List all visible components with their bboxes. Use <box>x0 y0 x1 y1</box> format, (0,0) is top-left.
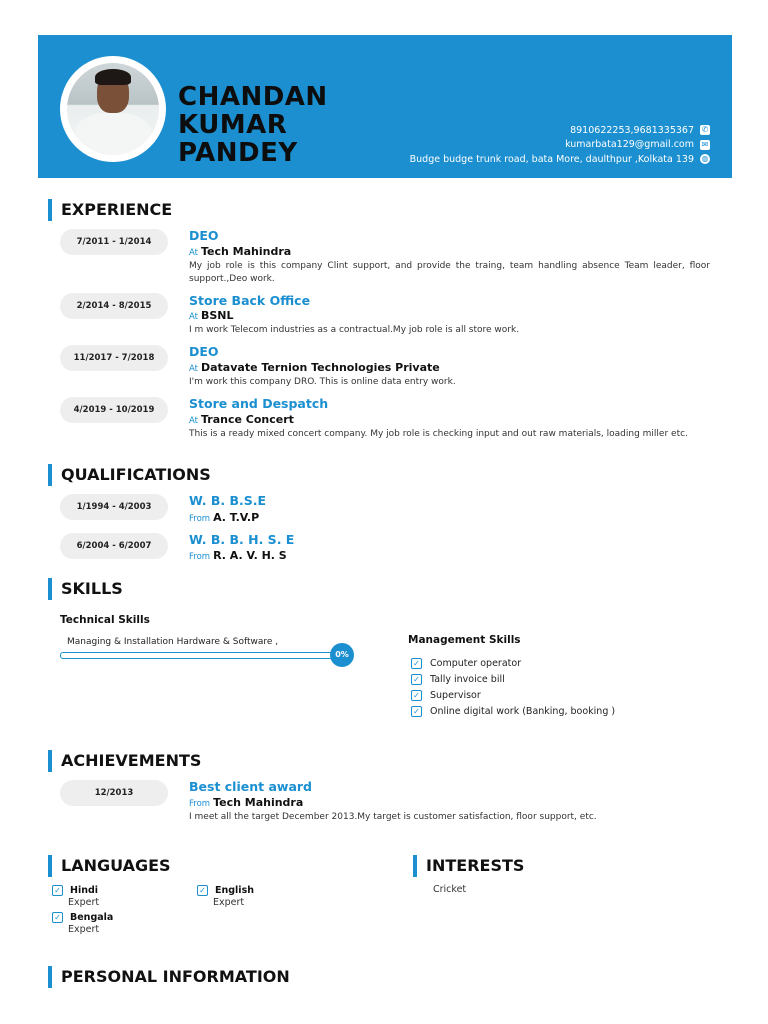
experience-date-4: 4/2019 - 10/2019 <box>60 397 168 423</box>
qualification-prefix-1: From <box>189 514 211 524</box>
list-item <box>411 655 615 671</box>
check-icon: ✓ <box>411 658 422 669</box>
check-icon: ✓ <box>52 885 63 896</box>
name-line-2: KUMAR <box>178 110 288 140</box>
languages-heading: LANGUAGES <box>48 855 171 877</box>
phone-text: 8910622253,9681335367 <box>570 124 694 136</box>
experience-org-2 <box>189 309 234 322</box>
experience-prefix-3: At <box>189 364 198 374</box>
interests-heading: INTERESTS <box>413 855 524 877</box>
language-level-2: Expert <box>213 897 245 908</box>
qualification-board-2: W. B. B. H. S. E <box>189 532 295 547</box>
achievement-date-1: 12/2013 <box>60 780 168 806</box>
experience-org-name-4: Trance Concert <box>201 413 294 426</box>
list-item <box>411 703 615 719</box>
qualification-date-2: 6/2004 - 6/2007 <box>60 533 168 559</box>
qualification-school-name-1: A. T.V.P <box>213 511 260 524</box>
phone-row <box>410 123 710 138</box>
achievement-prefix-1: From <box>189 799 211 809</box>
experience-prefix-1: At <box>189 248 198 258</box>
profile-photo <box>67 63 159 155</box>
language-item-1 <box>52 885 99 908</box>
language-item-2 <box>197 885 254 908</box>
experience-org-name-2: BSNL <box>201 309 234 322</box>
experience-org-name-1: Tech Mahindra <box>201 245 292 258</box>
qualification-school-2 <box>189 549 287 562</box>
mail-icon: ✉ <box>701 139 709 149</box>
experience-org-name-3: Datavate Ternion Technologies Private <box>201 361 440 374</box>
technical-skills-title: Technical Skills <box>60 614 150 626</box>
experience-desc-4: This is a ready mixed concert company. My job role is checking input and out raw materials, loading miller etc. <box>189 429 688 439</box>
management-skill-3: Supervisor <box>430 689 481 701</box>
experience-date-1: 7/2011 - 1/2014 <box>60 229 168 255</box>
phone-icon: ✆ <box>701 125 709 135</box>
contact-info <box>410 123 710 167</box>
address-row <box>410 152 710 167</box>
achievement-award-1: Best client award <box>189 779 312 794</box>
skills-heading: SKILLS <box>48 578 123 600</box>
language-name-1: Hindi <box>70 885 99 896</box>
email-text[interactable]: kumarbata129@gmail.com <box>565 139 694 151</box>
management-skills-title: Management Skills <box>408 634 521 646</box>
experience-heading: EXPERIENCE <box>48 199 172 221</box>
list-item <box>411 671 615 687</box>
language-name-2: English <box>215 885 254 896</box>
management-skill-2: Tally invoice bill <box>430 673 505 685</box>
experience-org-3 <box>189 361 440 374</box>
experience-role-2: Store Back Office <box>189 293 311 308</box>
name-line-3: PANDEY <box>178 138 298 168</box>
qualification-date-1: 1/1994 - 4/2003 <box>60 494 168 520</box>
management-skills-list <box>411 655 615 719</box>
qualification-prefix-2: From <box>189 552 211 562</box>
interest-item-1: Cricket <box>433 884 467 895</box>
address-text: Budge budge trunk road, bata More, daulthpur ,Kolkata 139 <box>409 153 694 165</box>
experience-role-1: DEO <box>189 228 219 243</box>
check-icon: ✓ <box>411 690 422 701</box>
experience-role-3: DEO <box>189 344 219 359</box>
management-skill-4: Online digital work (Banking, booking ) <box>430 705 616 717</box>
experience-desc-2: I m work Telecom industries as a contractual.My job role is all store work. <box>189 325 520 335</box>
experience-org-4 <box>189 413 294 426</box>
globe-icon: ◍ <box>701 154 709 164</box>
qualification-school-1 <box>189 511 259 524</box>
experience-prefix-4: At <box>189 416 198 426</box>
experience-org-1 <box>189 245 291 258</box>
qualification-board-1: W. B. B.S.E <box>189 493 267 508</box>
check-icon: ✓ <box>411 706 422 717</box>
profile-photo-frame <box>60 56 166 162</box>
achievement-desc-1: I meet all the target December 2013.My target is customer satisfaction, floor support, etc. <box>189 812 597 822</box>
technical-skill-percent: 0% <box>330 643 354 667</box>
technical-skill-label: Managing & Installation Hardware & Software , <box>67 637 279 647</box>
experience-desc-1: My job role is this company Clint support, and provide the traing, team handling absence Team leader, floor support.,Deo work. <box>189 261 710 284</box>
experience-prefix-2: At <box>189 312 198 322</box>
resume-header <box>38 35 732 178</box>
check-icon: ✓ <box>411 674 422 685</box>
achievement-org-name-1: Tech Mahindra <box>213 796 304 809</box>
management-skill-1: Computer operator <box>430 657 522 669</box>
technical-skill-bar <box>60 652 338 659</box>
check-icon: ✓ <box>52 912 63 923</box>
qualifications-heading: QUALIFICATIONS <box>48 464 211 486</box>
experience-desc-3: I'm work this company DRO. This is online data entry work. <box>189 377 456 387</box>
email-row[interactable] <box>410 138 710 153</box>
language-name-3: Bengala <box>70 912 114 923</box>
list-item <box>411 687 615 703</box>
experience-role-4: Store and Despatch <box>189 396 329 411</box>
language-level-3: Expert <box>68 924 100 935</box>
experience-date-3: 11/2017 - 7/2018 <box>60 345 168 371</box>
candidate-name <box>178 83 328 167</box>
experience-date-2: 2/2014 - 8/2015 <box>60 293 168 319</box>
language-level-1: Expert <box>68 897 100 908</box>
name-line-1: CHANDAN <box>178 82 328 112</box>
achievements-heading: ACHIEVEMENTS <box>48 750 201 772</box>
language-item-3 <box>52 912 113 935</box>
qualification-school-name-2: R. A. V. H. S <box>213 549 287 562</box>
check-icon: ✓ <box>197 885 208 896</box>
achievement-org-1 <box>189 796 303 809</box>
personal-information-heading: PERSONAL INFORMATION <box>48 966 290 988</box>
